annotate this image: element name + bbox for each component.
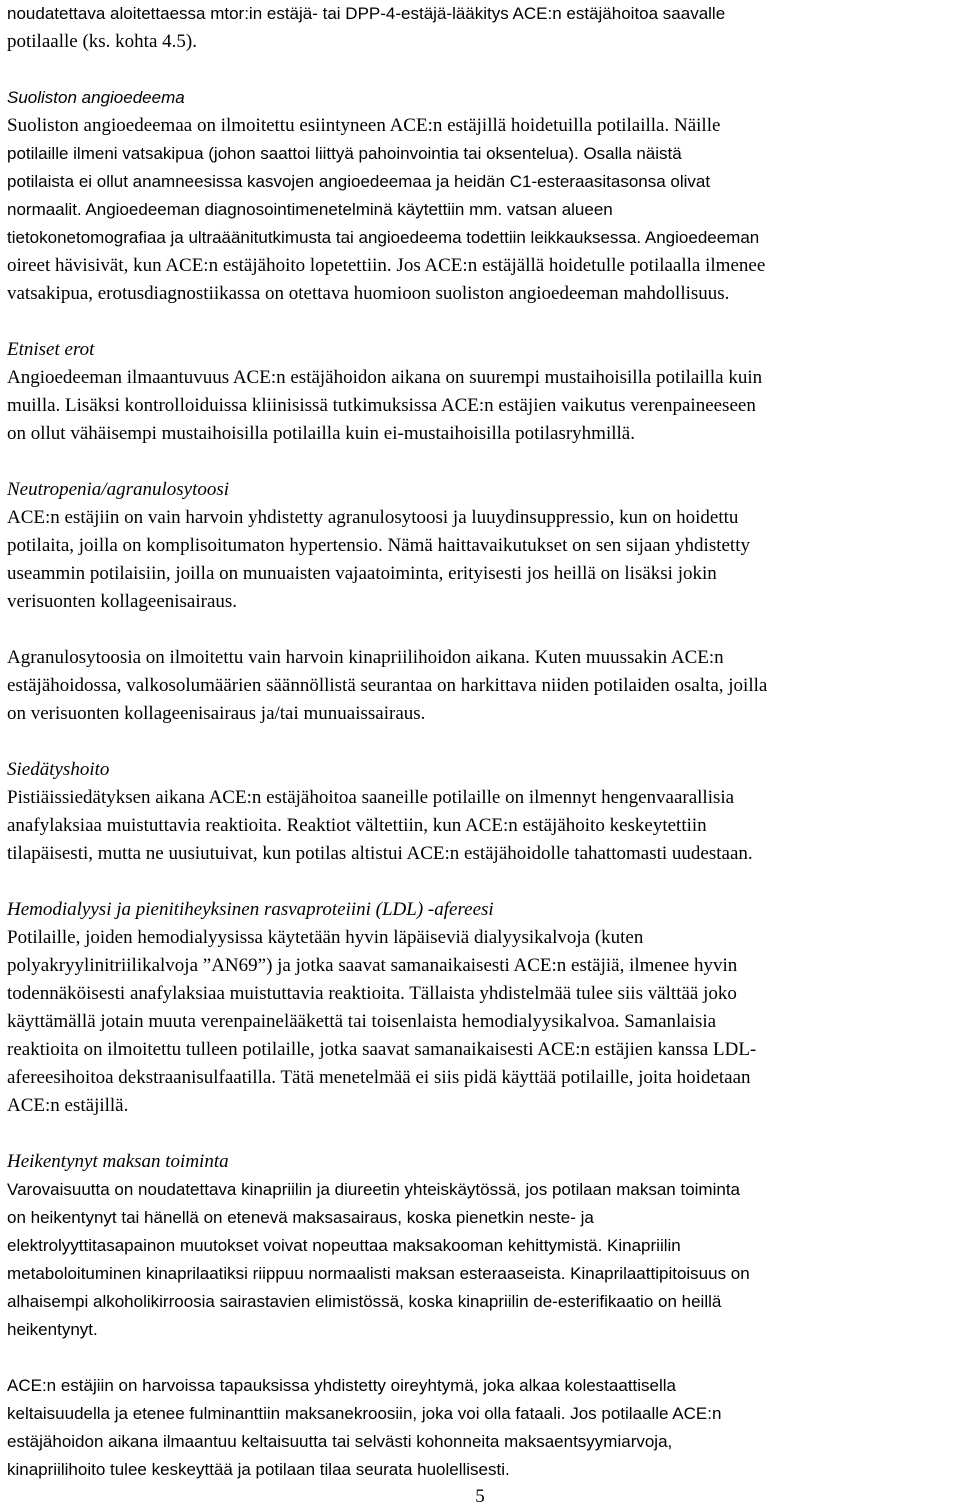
- body-line: käyttämällä jotain muuta verenpainelääkettä tai toisenlaista hemodialyysikalvoa. Samanlaisia: [7, 1011, 717, 1032]
- section-heading: Suoliston angioedeema: [7, 88, 185, 107]
- body-line: keltaisuudella ja etenee fulminanttiin maksanekroosiin, joka voi olla fataali. Jos potilaalle ACE:n: [7, 1404, 722, 1423]
- body-line: on heikentynyt tai hänellä on etenevä maksasairaus, koska pienetkin neste- ja: [7, 1208, 594, 1227]
- section-siedatyshoito: [7, 756, 954, 868]
- body-line: ACE:n estäjiin on vain harvoin yhdistetty agranulosytoosi ja luuydinsuppressio, kun on hoidettu: [7, 507, 739, 528]
- body-line: ACE:n estäjillä.: [7, 1095, 129, 1116]
- section-hemodialyysi: [7, 896, 954, 1120]
- section-heading: Hemodialyysi ja pienitiheyksinen rasvaproteiini (LDL) -afereesi: [7, 899, 494, 920]
- body-line: estäjähoidon aikana ilmaantuu keltaisuutta tai selvästi kohonneita maksaentsyymiarvoja,: [7, 1432, 673, 1451]
- body-line: elektrolyyttitasapainon muutokset voivat nopeuttaa maksakooman kehittymistä. Kinapriilin: [7, 1236, 681, 1255]
- section-heading: Neutropenia/agranulosytoosi: [7, 479, 230, 500]
- body-line: muilla. Lisäksi kontrolloiduissa kliinisissä tutkimuksissa ACE:n estäjien vaikutus verenpaineeseen: [7, 395, 756, 416]
- body-line: Potilaille, joiden hemodialyysissa käytetään hyvin läpäiseviä dialyysikalvoja (kuten: [7, 927, 644, 948]
- body-line: potilaille ilmeni vatsakipua (johon saattoi liittyä pahoinvointia tai oksentelua). Osalla näistä: [7, 144, 682, 163]
- body-line: afereesihoitoa dekstraanisulfaatilla. Tätä menetelmää ei siis pidä käyttää potilaille, joita hoidetaan: [7, 1067, 751, 1088]
- body-line: vatsakipua, erotusdiagnostiikassa on otettava huomioon suoliston angioedeeman mahdollisuus.: [7, 283, 730, 304]
- section-maksan-toiminta: [7, 1148, 954, 1344]
- page-number: 5: [475, 1486, 485, 1507]
- intro-paragraph: [7, 0, 954, 56]
- body-line: on verisuonten kollageenisairaus ja/tai munuaissairaus.: [7, 703, 426, 724]
- body-line: tilapäisesti, mutta ne uusiutuivat, kun potilas altistui ACE:n estäjähoidolle tahattomasti uudestaan.: [7, 843, 753, 864]
- body-line: Varovaisuutta on noudatettava kinapriilin ja diureetin yhteiskäytössä, jos potilaan maksan toiminta: [7, 1180, 740, 1199]
- section-neutropenia: [7, 476, 954, 616]
- body-line: reaktioita on ilmoitettu tulleen potilaille, jotka saavat samanaikaisesti ACE:n estäjien kanssa LDL-: [7, 1039, 757, 1060]
- body-line: tietokonetomografiaa ja ultraäänitutkimusta tai angioedeema todettiin leikkauksessa. Angioedeeman: [7, 228, 760, 247]
- body-line: polyakryylinitriilikalvoja ”AN69”) ja jotka saavat samanaikaisesti ACE:n estäjiä, ilmenee hyvin: [7, 955, 738, 976]
- section-etniset-erot: [7, 336, 954, 448]
- body-line: potilaita, joilla on komplisoitumaton hypertensio. Nämä haittavaikutukset on sen sijaan yhdistetty: [7, 535, 750, 556]
- section-suoliston-angioedeema: [7, 84, 954, 308]
- section-heading: Siedätyshoito: [7, 759, 110, 780]
- body-line: on ollut vähäisempi mustaihoisilla potilailla kuin ei-mustaihoisilla potilasryhmillä.: [7, 423, 635, 444]
- body-line: Angioedeeman ilmaantuvuus ACE:n estäjähoidon aikana on suurempi mustaihoisilla potilailla kuin: [7, 367, 763, 388]
- body-line: verisuonten kollageenisairaus.: [7, 591, 238, 612]
- body-line: Suoliston angioedeemaa on ilmoitettu esiintyneen ACE:n estäjillä hoidetuilla potilailla. Näille: [7, 115, 721, 136]
- body-line: anafylaksiaa muistuttavia reaktioita. Reaktiot vältettiin, kun ACE:n estäjähoito keskeytettiin: [7, 815, 707, 836]
- body-line: heikentynyt.: [7, 1320, 98, 1339]
- body-line: alhaisempi alkoholikirroosia sairastavien elimistössä, koska kinapriilin de-esterifikaatio on heillä: [7, 1292, 722, 1311]
- intro-line: potilaalle (ks. kohta 4.5).: [7, 31, 197, 52]
- body-line: normaalit. Angioedeeman diagnosointimenetelminä käytettiin mm. vatsan alueen: [7, 200, 613, 219]
- body-line: kinapriilihoito tulee keskeyttää ja potilaan tilaa seurata huolellisesti.: [7, 1460, 510, 1479]
- body-line: Agranulosytoosia on ilmoitettu vain harvoin kinapriilihoidon aikana. Kuten muussakin ACE:n: [7, 647, 724, 668]
- body-line: todennäköisesti anafylaksiaa muistuttavia reaktioita. Tällaista yhdistelmää tulee siis välttää joko: [7, 983, 737, 1004]
- body-line: ACE:n estäjiin on harvoissa tapauksissa yhdistetty oireyhtymä, joka alkaa kolestaattisella: [7, 1376, 677, 1395]
- section-heading: Heikentynyt maksan toiminta: [7, 1151, 229, 1172]
- section-heading: Etniset erot: [7, 339, 95, 360]
- paragraph-agranulosytoosi: [7, 644, 954, 728]
- body-line: metaboloituminen kinaprilaatiksi riippuu normaalisti maksan esteraaseista. Kinaprilaattipitoisuus on: [7, 1264, 750, 1283]
- intro-line: noudatettava aloitettaessa mtor:in estäjä- tai DPP-4-estäjä-lääkitys ACE:n estäjähoitoa saavalle: [7, 4, 726, 23]
- body-line: useammin potilaisiin, joilla on munuaisten vajaatoiminta, erityisesti jos heillä on lisäksi jokin: [7, 563, 717, 584]
- body-line: oireet hävisivät, kun ACE:n estäjähoito lopetettiin. Jos ACE:n estäjällä hoidetulle potilaalla ilmenee: [7, 255, 766, 276]
- body-line: potilaista ei ollut anamneesissa kasvojen angioedeemaa ja heidän C1-esteraasitasonsa olivat: [7, 172, 711, 191]
- paragraph-kolestaattinen: [7, 1372, 954, 1484]
- body-line: estäjähoidossa, valkosolumäärien säännöllistä seurantaa on harkittava niiden potilaiden osalta, joilla: [7, 675, 768, 696]
- body-line: Pistiäissiedätyksen aikana ACE:n estäjähoitoa saaneille potilaille on ilmennyt hengenvaarallisia: [7, 787, 735, 808]
